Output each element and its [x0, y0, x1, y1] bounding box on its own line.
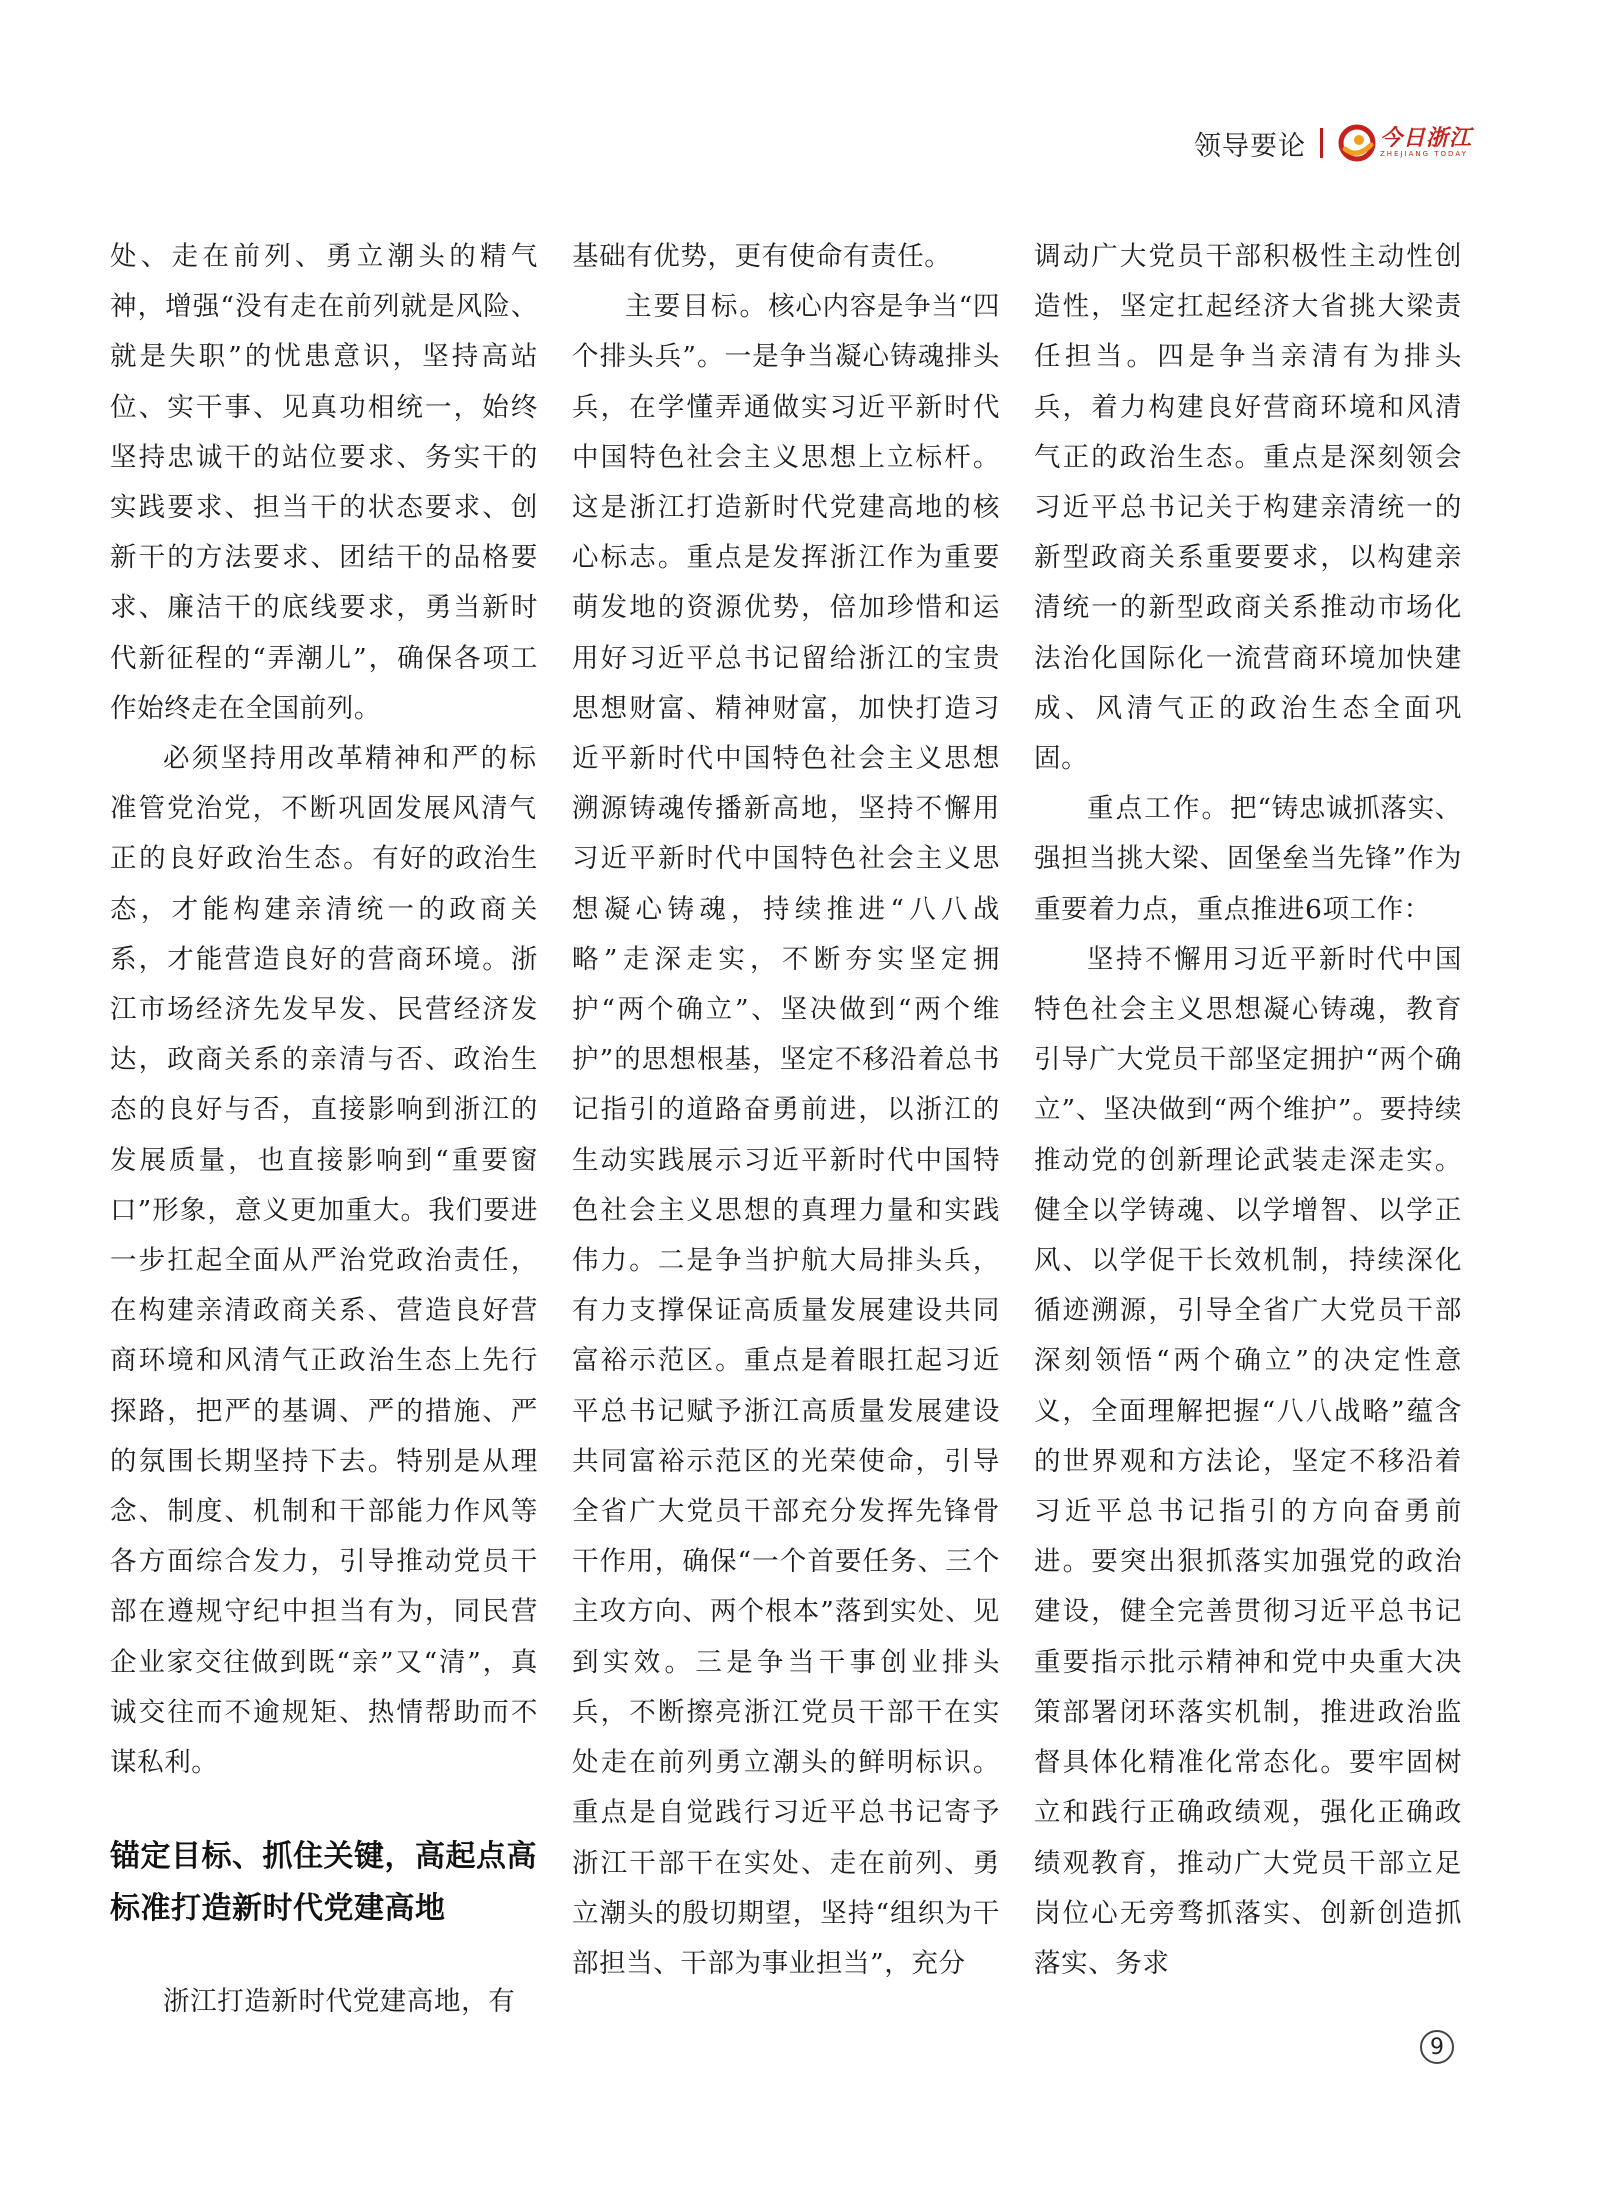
article-column-3: [1034, 232, 1462, 1989]
paragraph-body: 把“铸忠诚抓落实、强担当挑大梁、固堡垒当先锋”作为重要着力点，重点推进6项工作：: [1034, 793, 1463, 925]
section-subheading: 锚定目标、抓住关键，高起点高标准打造新时代党建高地: [110, 1839, 537, 1927]
magazine-logo: [1337, 123, 1472, 163]
article-column-1: [110, 232, 538, 2028]
paragraph: 处、走在前列、勇立潮头的精气神，增强“没有走在前列就是风险、就是失职”的忧患意识，坚持高站位、实干事、见真功相统一，始终坚持忠诚干的站位要求、务实干的实践要求、担当干的状态要求、创新干的方法要求、团结干的品格要求、廉洁干的底线要求，勇当新时代新征程的“弄潮儿”，确保各项工作始终走在全国前列。: [110, 241, 538, 724]
paragraph: [1034, 784, 1462, 935]
paragraph: 坚持不懈用习近平新时代中国特色社会主义思想凝心铸魂，教育引导广大党员干部坚定拥护“两个确立”、坚决做到“两个维护”。要持续推动党的创新理论武装走深走实。健全以学铸魂、以学增智、以学正风、以学促干长效机制，持续深化循迹溯源，引导全省广大党员干部深刻领悟“两个确立”的决定性意义，全面理解把握“八八战略”蕴含的世界观和方法论，坚定不移沿着习近平总书记指引的方向奋勇前进。要突出狠抓落实加强党的政治建设，健全完善贯彻习近平总书记重要指示批示精神和党中央重大决策部署闭环落实机制，推进政治监督具体化精准化常态化。要牢固树立和践行正确政绩观，强化正确政绩观教育，推动广大党员干部立足岗位心无旁骛抓落实、创新创造抓落实、务求: [1034, 943, 1462, 1979]
paragraph-body: 有好的政治生态，才能构建亲清统一的政商关系，才能营造良好的营商环境。浙江市场经济先发早发、民营经济发达，政商关系的亲清与否、政治生态的良好与否，直接影响到浙江的发展质量，也直接影响到“重要窗口”形象，意义更加重大。我们要进一步扛起全面从严治党政治责任，在构建亲清政商关系、营造良好营商环境和风清气正政治生态上先行探路，把严的基调、严的措施、严的氛围长期坚持下去。特别是从理念、制度、机制和干部能力作风等各方面综合发力，引导推动党员干部在遵规守纪中担当有为，同民营企业家交往做到既“亲”又“清”，真诚交往而不逾规矩、热情帮助而不谋私利。: [110, 843, 538, 1779]
paragraph-lead: 重点工作。: [1087, 793, 1231, 825]
section-label: 领导要论: [1193, 130, 1306, 162]
paragraph: 调动广大党员干部积极性主动性创造性，坚定扛起经济大省挑大梁责任担当。四是争当亲清有为排头兵，着力构建良好营商环境和风清气正的政治生态。重点是深刻领会习近平总书记关于构建亲清统一的新型政商关系重要要求，以构建亲清统一的新型政商关系推动市场化法治化国际化一流营商环境加快建成、风清气正的政治生态全面巩固。: [1034, 241, 1462, 775]
logo-subtitle: ZHEJIANG TODAY: [1379, 150, 1468, 158]
page-header: [1194, 116, 1472, 170]
paragraph: 基础有优势，更有使命有责任。: [572, 241, 952, 272]
page-number: 9: [1420, 2030, 1454, 2064]
header-divider: [1320, 128, 1323, 158]
logo-swirl-icon: [1337, 123, 1377, 163]
article-column-2: [572, 232, 1000, 1989]
paragraph: [572, 282, 1000, 1989]
paragraph-lead: 必须坚持用改革精神和严的标准管党治党，不断巩固发展风清气正的良好政治生态。: [110, 743, 538, 875]
logo-title: 今日浙江: [1379, 125, 1472, 151]
paragraph: [110, 734, 538, 1788]
paragraph-lead: 主要目标。: [625, 291, 769, 323]
paragraph-body: 核心内容是争当“四个排头兵”。一是争当凝心铸魂排头兵，在学懂弄通做实习近平新时代中国特色社会主义思想上立标杆。这是浙江打造新时代党建高地的核心标志。重点是发挥浙江作为重要萌发地的资源优势，倍加珍惜和运用好习近平总书记留给浙江的宝贵思想财富、精神财富，加快打造习近平新时代中国特色社会主义思想溯源铸魂传播新高地，坚持不懈用习近平新时代中国特色社会主义思想凝心铸魂，持续推进“八八战略”走深走实，不断夯实坚定拥护“两个确立”、坚决做到“两个维护”的思想根基，坚定不移沿着总书记指引的道路奋勇前进，以浙江的生动实践展示习近平新时代中国特色社会主义思想的真理力量和实践伟力。二是争当护航大局排头兵，有力支撑保证高质量发展建设共同富裕示范区。重点是着眼扛起习近平总书记赋予浙江高质量发展建设共同富裕示范区的光荣使命，引导全省广大党员干部充分发挥先锋骨干作用，确保“一个首要任务、三个主攻方向、两个根本”落到实处、见到实效。三是争当干事创业排头兵，不断擦亮浙江党员干部干在实处走在前列勇立潮头的鲜明标识。重点是自觉践行习近平总书记寄予浙江干部干在实处、走在前列、勇立潮头的殷切期望，坚持“组织为干部担当、干部为事业担当”，充分: [572, 291, 1001, 1979]
paragraph: 浙江打造新时代党建高地，有: [163, 1986, 516, 2018]
